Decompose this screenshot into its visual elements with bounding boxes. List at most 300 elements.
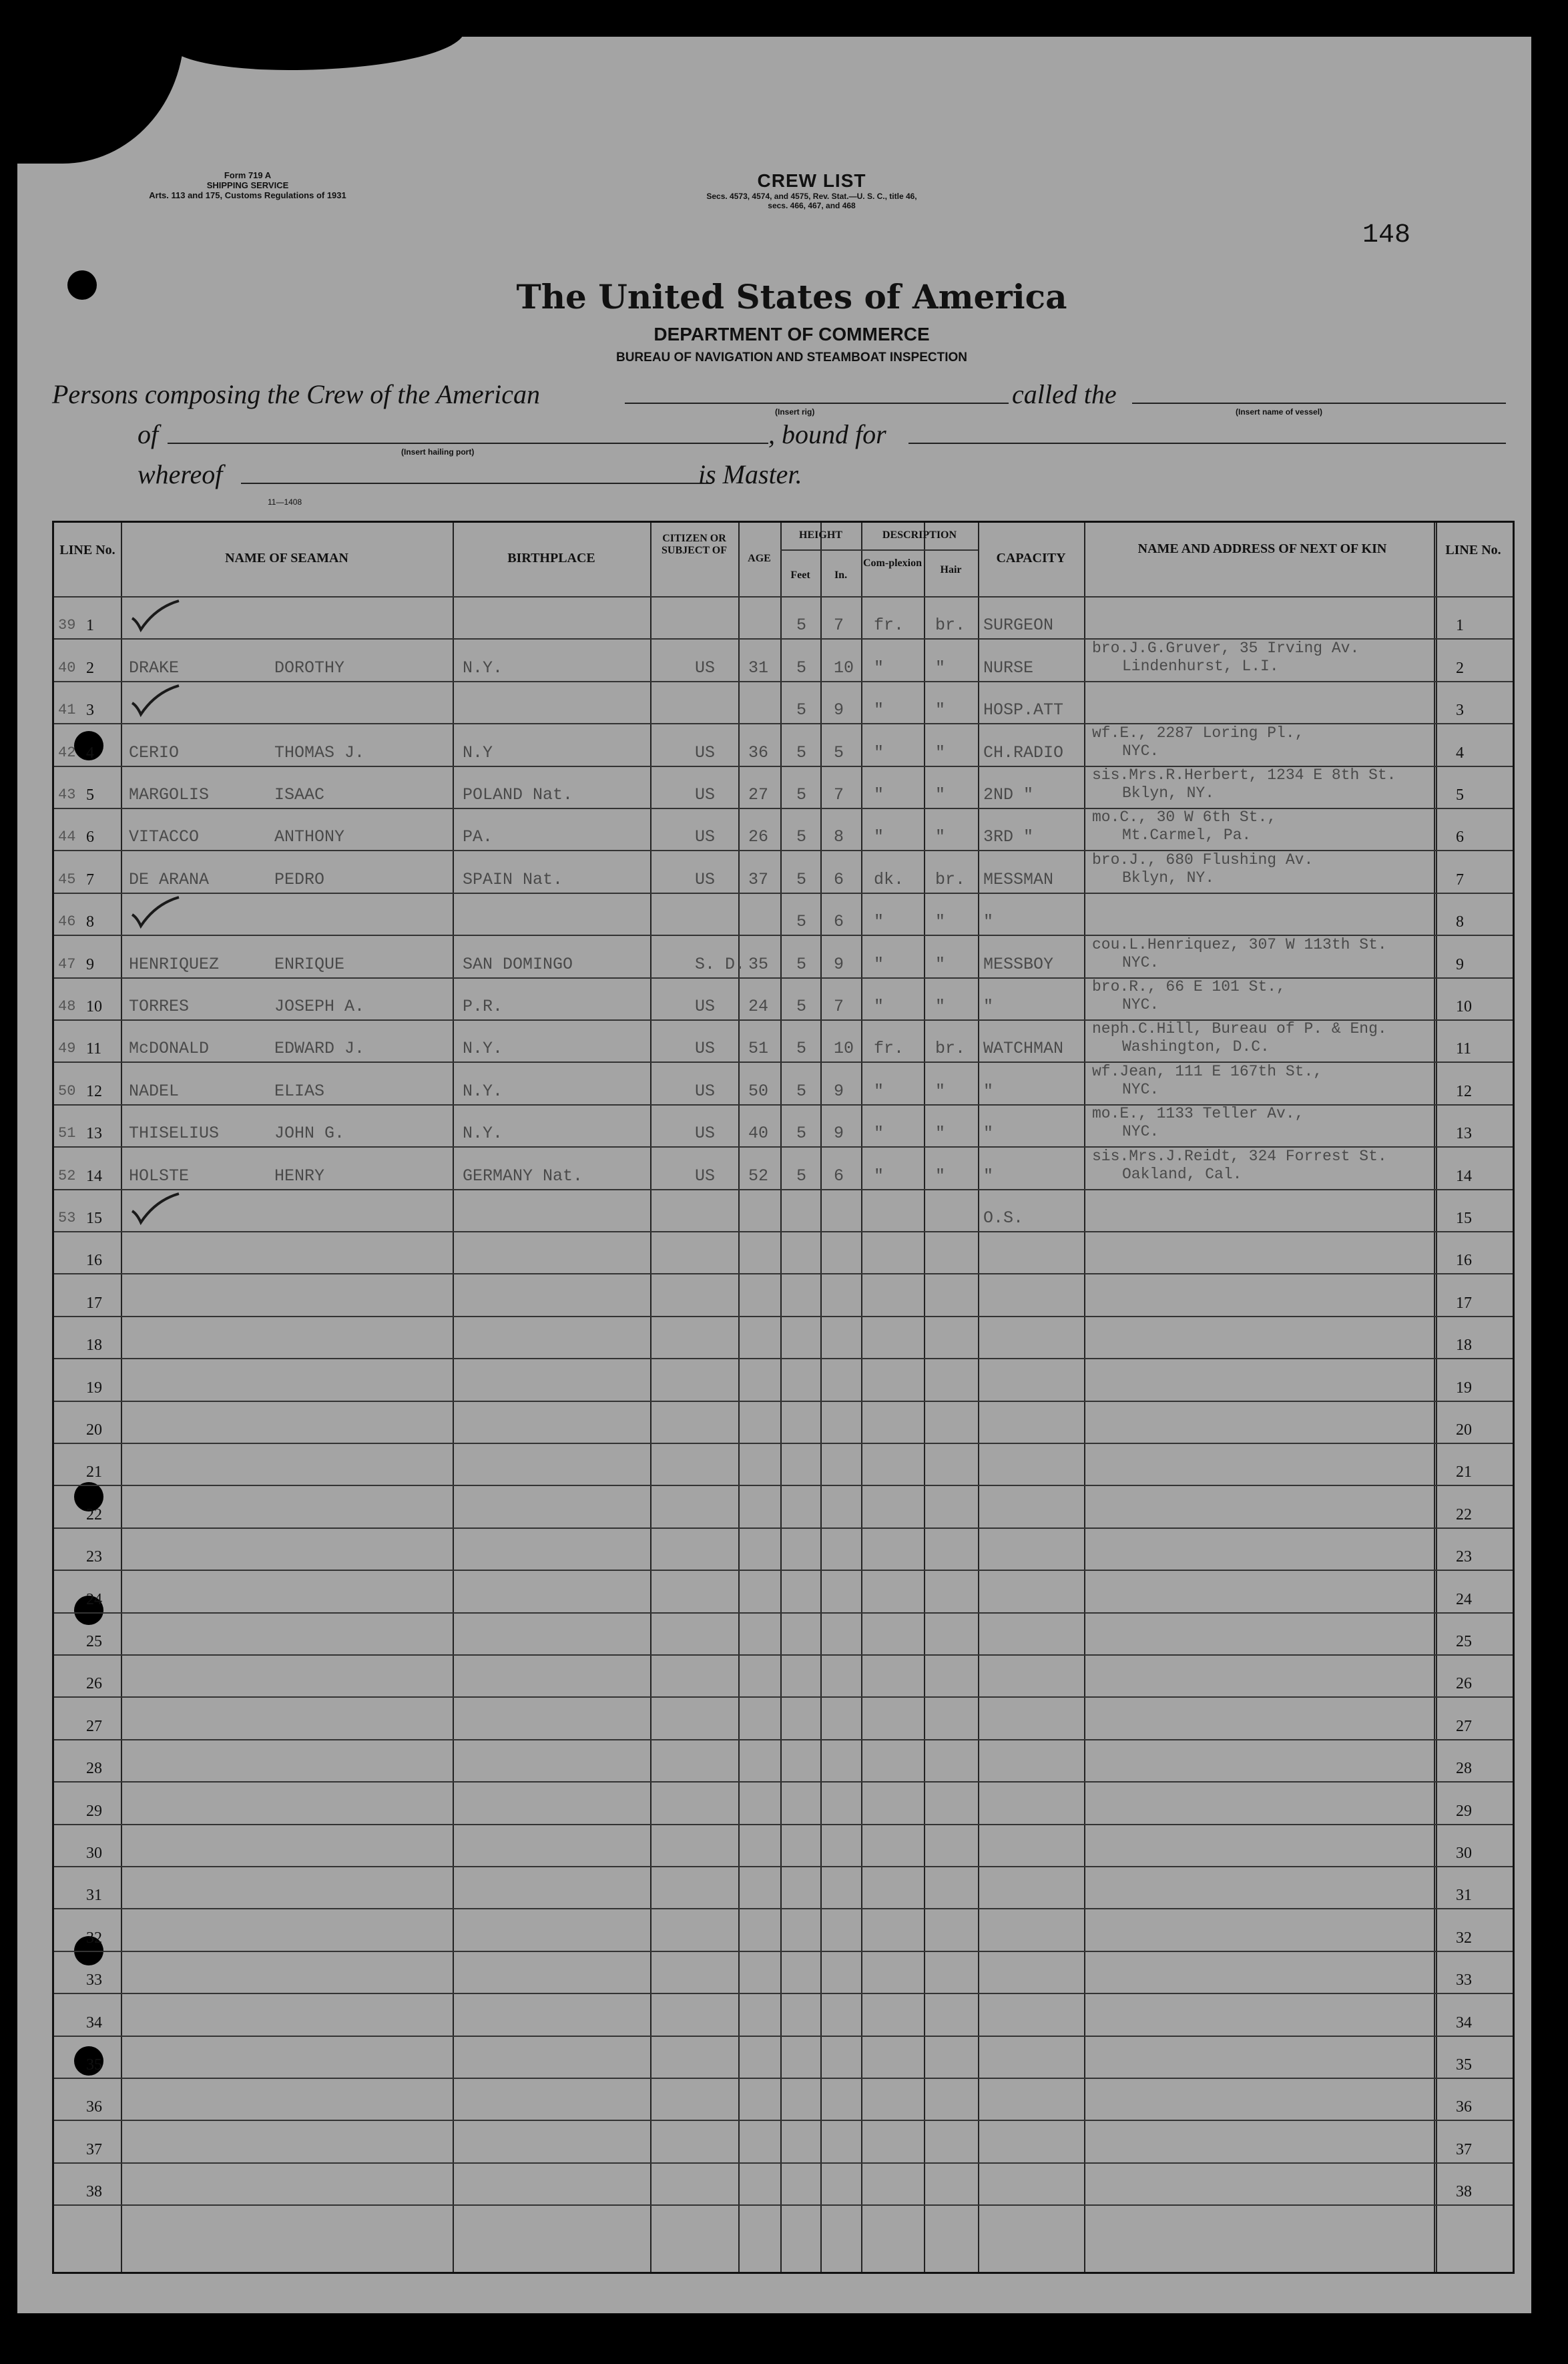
row-line-number: 15 xyxy=(86,1210,102,1227)
col-divider xyxy=(650,523,651,2272)
row-line-number: 31 xyxy=(86,1887,102,1905)
checkmark-icon xyxy=(129,600,182,633)
col-divider xyxy=(820,523,822,2272)
row-in: 8 xyxy=(834,827,844,847)
row-rule xyxy=(54,1570,1513,1571)
header-citizen: CITIZEN OR SUBJECT OF xyxy=(662,533,727,556)
header-description: DESCRIPTION xyxy=(882,529,957,541)
row-line-number: 16 xyxy=(86,1252,102,1270)
col-divider xyxy=(1434,523,1437,2272)
row-next-of-kin-2: NYC. xyxy=(1122,953,1159,971)
row-ft: 5 xyxy=(796,827,807,847)
row-in: 10 xyxy=(834,1039,854,1059)
header-inches: In. xyxy=(834,569,848,581)
row-line-number: 7 xyxy=(86,871,94,889)
row-rule xyxy=(54,1951,1513,1952)
row-line-number-right: 5 xyxy=(1456,786,1464,804)
row-ft: 5 xyxy=(796,912,807,932)
previous-line-number: 40 xyxy=(58,659,76,676)
row-cit: US xyxy=(695,1124,716,1144)
row-comp: " xyxy=(874,1124,884,1144)
row-hair: " xyxy=(935,954,946,974)
row-cap: SURGEON xyxy=(983,616,1054,636)
row-comp: fr. xyxy=(874,616,904,636)
row-line-number-right: 13 xyxy=(1456,1125,1472,1143)
header-line-no: LINE No. xyxy=(59,543,115,557)
row-birth: SPAIN Nat. xyxy=(463,869,563,889)
is-master-label: is Master. xyxy=(698,459,802,489)
row-cap: NURSE xyxy=(983,658,1034,678)
row-line-number-right: 33 xyxy=(1456,1971,1472,1989)
row-comp: " xyxy=(874,1166,884,1186)
rig-hint: (Insert rig) xyxy=(775,407,815,417)
department-title: DEPARTMENT OF COMMERCE xyxy=(654,324,930,344)
row-comp: fr. xyxy=(874,1039,904,1059)
row-in: 7 xyxy=(834,785,844,804)
row-given: THOMAS J. xyxy=(274,742,365,762)
row-given: EDWARD J. xyxy=(274,1039,365,1059)
row-hair: " xyxy=(935,912,946,932)
header-line-no-right: LINE No. xyxy=(1445,543,1501,557)
row-next-of-kin-2: Oakland, Cal. xyxy=(1122,1165,1242,1183)
row-comp: " xyxy=(874,827,884,847)
previous-line-number: 43 xyxy=(58,786,76,803)
row-surname: VITACCO xyxy=(129,827,200,847)
page-number: 148 xyxy=(1362,220,1411,250)
row-birth: POLAND Nat. xyxy=(463,785,573,804)
row-line-number-right: 8 xyxy=(1456,913,1464,931)
row-birth: N.Y. xyxy=(463,658,503,678)
row-next-of-kin: bro.R., 66 E 101 St., xyxy=(1092,978,1286,995)
row-rule xyxy=(54,893,1513,894)
row-surname: THISELIUS xyxy=(129,1124,220,1144)
row-comp: " xyxy=(874,658,884,678)
row-given: DOROTHY xyxy=(274,658,345,678)
row-line-number: 10 xyxy=(86,998,102,1015)
row-line-number: 33 xyxy=(86,1971,102,1989)
previous-line-number: 48 xyxy=(58,998,76,1015)
row-line-number: 9 xyxy=(86,955,94,973)
row-hair: br. xyxy=(935,1039,966,1059)
row-ft: 5 xyxy=(796,1166,807,1186)
row-in: 9 xyxy=(834,700,844,720)
row-age: 27 xyxy=(748,785,769,804)
row-ft: 5 xyxy=(796,785,807,804)
row-line-number: 23 xyxy=(86,1548,102,1566)
row-ft: 5 xyxy=(796,1124,807,1144)
row-line-number-right: 16 xyxy=(1456,1252,1472,1270)
row-in: 9 xyxy=(834,1124,844,1144)
row-in: 6 xyxy=(834,912,844,932)
row-next-of-kin: mo.E., 1133 Teller Av., xyxy=(1092,1105,1304,1123)
previous-line-number: 52 xyxy=(58,1167,76,1184)
row-next-of-kin: wf.E., 2287 Loring Pl., xyxy=(1092,724,1304,742)
row-rule xyxy=(54,1231,1513,1232)
row-line-number-right: 34 xyxy=(1456,2014,1472,2032)
row-comp: " xyxy=(874,785,884,804)
row-surname: HENRIQUEZ xyxy=(129,954,220,974)
row-line-number: 8 xyxy=(86,913,94,931)
row-comp: " xyxy=(874,954,884,974)
row-comp: dk. xyxy=(874,869,904,889)
row-cit: S. D. xyxy=(695,954,746,974)
previous-line-number: 41 xyxy=(58,702,76,719)
row-line-number-right: 31 xyxy=(1456,1887,1472,1905)
row-line-number-right: 15 xyxy=(1456,1210,1472,1227)
row-line-number-right: 28 xyxy=(1456,1760,1472,1778)
row-line-number: 11 xyxy=(86,1040,102,1058)
row-line-number-right: 26 xyxy=(1456,1675,1472,1693)
row-in: 9 xyxy=(834,1081,844,1101)
row-line-number: 34 xyxy=(86,2014,102,2032)
row-hair: " xyxy=(935,700,946,720)
row-given: JOHN G. xyxy=(274,1124,345,1144)
row-line-number: 4 xyxy=(86,744,94,762)
row-rule xyxy=(54,1316,1513,1317)
row-line-number: 22 xyxy=(86,1505,102,1523)
row-surname: CERIO xyxy=(129,742,180,762)
row-line-number: 30 xyxy=(86,1845,102,1862)
previous-line-number: 44 xyxy=(58,829,76,846)
row-hair: " xyxy=(935,742,946,762)
row-line-number-right: 11 xyxy=(1456,1040,1472,1058)
previous-line-number: 46 xyxy=(58,913,76,931)
header-next-of-kin: NAME AND ADDRESS OF NEXT OF KIN xyxy=(1137,541,1387,556)
row-line-number-right: 38 xyxy=(1456,2183,1472,2201)
called-the-label: called the xyxy=(1012,379,1117,409)
row-age: 51 xyxy=(748,1039,769,1059)
row-line-number: 36 xyxy=(86,2098,102,2116)
print-code: 11—1408 xyxy=(268,497,302,507)
row-rule xyxy=(54,1273,1513,1274)
row-line-number-right: 32 xyxy=(1456,1929,1472,1947)
checkmark-stroke xyxy=(132,1194,179,1222)
row-hair: " xyxy=(935,658,946,678)
row-line-number: 25 xyxy=(86,1633,102,1650)
header-age: AGE xyxy=(748,553,771,564)
col-divider xyxy=(861,523,862,2272)
hailing-port-field xyxy=(168,443,768,444)
checkmark-icon xyxy=(129,1192,182,1226)
row-age: 52 xyxy=(748,1166,769,1186)
row-cap: O.S. xyxy=(983,1208,1024,1228)
row-ft: 5 xyxy=(796,869,807,889)
statute-sections: Secs. 4573, 4574, and 4575, Rev. Stat.—U. S. C., title 46, xyxy=(706,192,917,201)
row-rule xyxy=(54,1866,1513,1867)
row-rule xyxy=(54,1993,1513,1994)
row-in: 6 xyxy=(834,1166,844,1186)
col-divider xyxy=(924,523,925,2272)
row-rule xyxy=(54,1781,1513,1783)
row-in: 5 xyxy=(834,742,844,762)
row-cap: WATCHMAN xyxy=(983,1039,1064,1059)
row-line-number: 14 xyxy=(86,1167,102,1185)
row-line-number-right: 14 xyxy=(1456,1167,1472,1185)
row-line-number-right: 3 xyxy=(1456,702,1464,720)
row-cit: US xyxy=(695,1039,716,1059)
form-service: SHIPPING SERVICE xyxy=(206,180,289,190)
height-subdivider xyxy=(780,549,861,551)
row-next-of-kin: mo.C., 30 W 6th St., xyxy=(1092,808,1277,826)
row-next-of-kin-2: Washington, D.C. xyxy=(1122,1038,1270,1056)
previous-line-number: 42 xyxy=(58,744,76,761)
header-capacity: CAPACITY xyxy=(996,551,1066,565)
row-line-number: 29 xyxy=(86,1802,102,1820)
row-line-number-right: 23 xyxy=(1456,1548,1472,1566)
row-rule xyxy=(54,1654,1513,1656)
row-cap: 2ND " xyxy=(983,785,1034,804)
row-age: 36 xyxy=(748,742,769,762)
previous-line-number: 51 xyxy=(58,1125,76,1142)
row-age: 40 xyxy=(748,1124,769,1144)
row-cap: " xyxy=(983,1081,994,1101)
form-identifier xyxy=(138,170,358,200)
row-cit: US xyxy=(695,658,716,678)
row-cap: 3RD " xyxy=(983,827,1034,847)
row-ft: 5 xyxy=(796,742,807,762)
row-line-number: 26 xyxy=(86,1675,102,1693)
row-rule xyxy=(54,1696,1513,1698)
row-line-number-right: 4 xyxy=(1456,744,1464,762)
row-cap: " xyxy=(983,1166,994,1186)
row-line-number-right: 10 xyxy=(1456,998,1472,1015)
row-line-number: 38 xyxy=(86,2183,102,2201)
row-in: 9 xyxy=(834,954,844,974)
row-comp: " xyxy=(874,997,884,1016)
vessel-field xyxy=(1132,403,1506,404)
row-age: 26 xyxy=(748,827,769,847)
checkmark-stroke xyxy=(132,897,179,926)
row-line-number-right: 25 xyxy=(1456,1633,1472,1650)
row-hair: " xyxy=(935,997,946,1016)
row-line-number: 27 xyxy=(86,1717,102,1735)
header-feet: Feet xyxy=(790,569,810,581)
row-line-number-right: 7 xyxy=(1456,871,1464,889)
row-line-number-right: 36 xyxy=(1456,2098,1472,2116)
row-given: ELIAS xyxy=(274,1081,325,1101)
row-next-of-kin: bro.J.G.Gruver, 35 Irving Av. xyxy=(1092,639,1360,657)
row-cap: CH.RADIO xyxy=(983,742,1064,762)
row-birth: PA. xyxy=(463,827,493,847)
row-rule xyxy=(54,1485,1513,1486)
row-line-number-right: 30 xyxy=(1456,1845,1472,1862)
row-line-number: 35 xyxy=(86,2056,102,2074)
row-line-number-right: 9 xyxy=(1456,955,1464,973)
bound-for-label: , bound for xyxy=(768,419,886,449)
row-ft: 5 xyxy=(796,658,807,678)
row-ft: 5 xyxy=(796,954,807,974)
row-line-number: 2 xyxy=(86,659,94,677)
row-birth: GERMANY Nat. xyxy=(463,1166,583,1186)
row-surname: TORRES xyxy=(129,997,190,1016)
row-cap: MESSBOY xyxy=(983,954,1054,974)
row-cap: " xyxy=(983,1124,994,1144)
col-divider xyxy=(780,523,782,2272)
row-line-number-right: 27 xyxy=(1456,1717,1472,1735)
row-hair: " xyxy=(935,1124,946,1144)
row-comp: " xyxy=(874,700,884,720)
torn-edge xyxy=(171,30,465,70)
crew-list-title: CREW LIST xyxy=(757,170,866,191)
row-rule xyxy=(54,1824,1513,1825)
form-number: Form 719 A xyxy=(224,170,272,180)
country-title: The United States of America xyxy=(516,277,1067,316)
row-surname: McDONALD xyxy=(129,1039,210,1059)
row-cap: " xyxy=(983,912,994,932)
row-line-number-right: 6 xyxy=(1456,829,1464,847)
form-regulations: Arts. 113 and 175, Customs Regulations of 1931 xyxy=(149,190,346,200)
row-cit: US xyxy=(695,869,716,889)
row-line-number: 21 xyxy=(86,1463,102,1481)
col-divider xyxy=(453,523,454,2272)
row-surname: HOLSTE xyxy=(129,1166,190,1186)
of-label: of xyxy=(138,419,159,449)
row-line-number-right: 37 xyxy=(1456,2140,1472,2158)
row-line-number-right: 19 xyxy=(1456,1379,1472,1397)
row-next-of-kin-2: NYC. xyxy=(1122,742,1159,760)
row-rule xyxy=(54,1401,1513,1402)
row-cit: US xyxy=(695,742,716,762)
row-rule xyxy=(54,1189,1513,1190)
row-comp: " xyxy=(874,742,884,762)
row-rule xyxy=(54,681,1513,682)
row-surname: MARGOLIS xyxy=(129,785,210,804)
header-name: NAME OF SEAMAN xyxy=(225,551,348,565)
row-line-number: 12 xyxy=(86,1082,102,1100)
row-line-number-right: 29 xyxy=(1456,1802,1472,1820)
row-hair: br. xyxy=(935,616,966,636)
row-rule xyxy=(54,2036,1513,2037)
row-line-number-right: 2 xyxy=(1456,659,1464,677)
row-line-number: 18 xyxy=(86,1337,102,1355)
row-ft: 5 xyxy=(796,997,807,1016)
rig-field xyxy=(625,403,1009,404)
description-subdivider xyxy=(861,549,978,551)
row-line-number: 1 xyxy=(86,617,94,635)
row-given: ISAAC xyxy=(274,785,325,804)
row-surname: DE ARANA xyxy=(129,869,210,889)
row-ft: 5 xyxy=(796,1039,807,1059)
row-next-of-kin: sis.Mrs.R.Herbert, 1234 E 8th St. xyxy=(1092,766,1396,784)
checkmark-stroke xyxy=(132,601,179,630)
row-cap: HOSP.ATT xyxy=(983,700,1064,720)
torn-corner xyxy=(11,30,184,164)
row-next-of-kin-2: NYC. xyxy=(1122,996,1159,1013)
row-line-number-right: 24 xyxy=(1456,1590,1472,1608)
previous-line-number: 50 xyxy=(58,1082,76,1100)
row-in: 6 xyxy=(834,869,844,889)
row-line-number-right: 18 xyxy=(1456,1337,1472,1355)
row-cit: US xyxy=(695,1166,716,1186)
row-rule xyxy=(54,2120,1513,2121)
row-age: 31 xyxy=(748,658,769,678)
col-divider xyxy=(738,523,740,2272)
row-next-of-kin-2: Bklyn, NY. xyxy=(1122,869,1215,887)
row-in: 7 xyxy=(834,616,844,636)
checkmark-icon xyxy=(129,684,182,718)
row-rule xyxy=(54,1358,1513,1359)
row-line-number-right: 35 xyxy=(1456,2056,1472,2074)
row-given: JOSEPH A. xyxy=(274,997,365,1016)
vessel-hint: (Insert name of vessel) xyxy=(1236,407,1323,417)
crew-table xyxy=(52,521,1515,2274)
crew-list-heading xyxy=(618,170,1005,210)
header-divider xyxy=(54,596,1513,598)
previous-line-number: 47 xyxy=(58,955,76,973)
crew-list-document xyxy=(17,37,1531,2313)
row-next-of-kin: wf.Jean, 111 E 167th St., xyxy=(1092,1062,1323,1080)
row-rule xyxy=(54,2162,1513,2164)
row-line-number: 5 xyxy=(86,786,94,804)
row-birth: P.R. xyxy=(463,997,503,1016)
row-next-of-kin: neph.C.Hill, Bureau of P. & Eng. xyxy=(1092,1020,1387,1038)
row-age: 24 xyxy=(748,997,769,1016)
row-birth: N.Y. xyxy=(463,1081,503,1101)
row-rule xyxy=(54,1443,1513,1444)
row-line-number: 37 xyxy=(86,2140,102,2158)
row-hair: " xyxy=(935,785,946,804)
row-next-of-kin: sis.Mrs.J.Reidt, 324 Forrest St. xyxy=(1092,1147,1387,1165)
row-rule xyxy=(54,2078,1513,2079)
row-comp: " xyxy=(874,1081,884,1101)
intro-line-1: Persons composing the Crew of the American xyxy=(52,379,541,409)
row-line-number: 3 xyxy=(86,702,94,720)
row-cit: US xyxy=(695,785,716,804)
bureau-title: BUREAU OF NAVIGATION AND STEAMBOAT INSPECTION xyxy=(615,350,968,365)
row-next-of-kin-2: NYC. xyxy=(1122,1123,1159,1141)
row-given: ANTHONY xyxy=(274,827,345,847)
row-age: 50 xyxy=(748,1081,769,1101)
row-next-of-kin-2: Lindenhurst, L.I. xyxy=(1122,657,1279,675)
master-field xyxy=(241,483,712,484)
row-birth: N.Y. xyxy=(463,1124,503,1144)
row-birth: SAN DOMINGO xyxy=(463,954,573,974)
header-complexion: Com-plexion xyxy=(863,557,922,569)
port-hint: (Insert hailing port) xyxy=(401,447,475,457)
row-line-number-right: 21 xyxy=(1456,1463,1472,1481)
row-surname: NADEL xyxy=(129,1081,180,1101)
whereof-label: whereof xyxy=(138,459,223,489)
row-line-number: 6 xyxy=(86,829,94,847)
row-rule xyxy=(54,1908,1513,1909)
row-given: PEDRO xyxy=(274,869,325,889)
row-cit: US xyxy=(695,827,716,847)
row-ft: 5 xyxy=(796,616,807,636)
row-birth: N.Y. xyxy=(463,1039,503,1059)
previous-line-number: 53 xyxy=(58,1210,76,1226)
row-hair: br. xyxy=(935,869,966,889)
col-divider xyxy=(121,523,122,2272)
col-divider xyxy=(978,523,979,2272)
row-next-of-kin: cou.L.Henriquez, 307 W 113th St. xyxy=(1092,935,1387,953)
row-next-of-kin-2: Mt.Carmel, Pa. xyxy=(1122,826,1252,845)
col-divider xyxy=(1084,523,1085,2272)
row-rule xyxy=(54,1739,1513,1740)
row-hair: " xyxy=(935,827,946,847)
row-birth: N.Y xyxy=(463,742,493,762)
header-hair: Hair xyxy=(940,564,962,575)
row-in: 10 xyxy=(834,658,854,678)
row-line-number-right: 12 xyxy=(1456,1082,1472,1100)
row-comp: " xyxy=(874,912,884,932)
row-line-number: 32 xyxy=(86,1929,102,1947)
row-in: 7 xyxy=(834,997,844,1016)
row-line-number-right: 1 xyxy=(1456,617,1464,635)
previous-line-number: 45 xyxy=(58,871,76,888)
row-cit: US xyxy=(695,1081,716,1101)
row-line-number-right: 22 xyxy=(1456,1505,1472,1523)
row-rule xyxy=(54,1527,1513,1529)
